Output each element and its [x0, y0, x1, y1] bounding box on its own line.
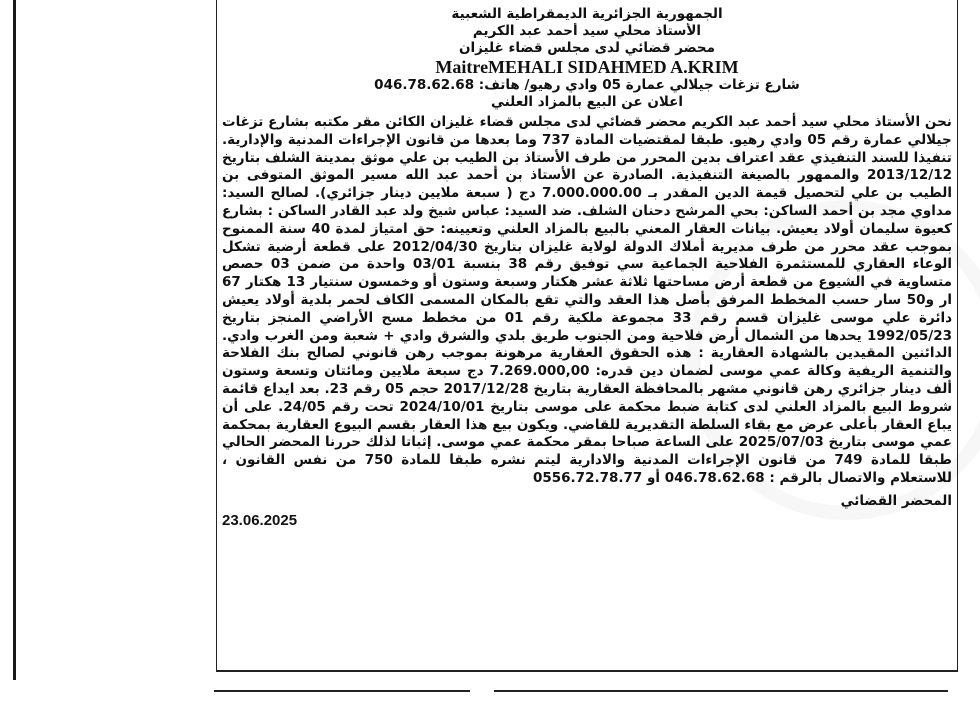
body-line: العقارية مرهونة بموجب رهن قانوني لصالح بنك الفلاحة والتنمية الريفية وكالة عمي موسى لضمان دين قدره:: [222, 345, 952, 380]
body-line: أحمد الساكن: بحي المرشح دحنان الشلف. ضد السيد: عباس شيخ ولد عبد القادر الساكن : بشارع كعيوة سليمان أولاد: [222, 202, 952, 237]
body-line: بيع هذا العقار بقسم البيوع العقارية بمحكمة عمي موسى بتاريخ 2025/07/03 على الساعة صباحا بمقر محكمة عمي: [222, 416, 953, 451]
bottom-rule-left: [214, 690, 470, 692]
body-line: 7.269.000,00 دج سبعة ملايين ومائتان وتسعة وستون ألف دينار جزائري رهن قانوني مشهر بالمحافظة العقارية: [222, 363, 952, 397]
body-line: بتاريخ 2017/12/28 حجم 05 رقم 23. بعد ايداع قائمة شروط البيع بالمزاد العلني لدى كتابة ضبط محكمة على موسى: [222, 380, 953, 415]
republic-heading: الجمهورية الجزائرية الديمقراطية الشعبية: [451, 6, 723, 22]
address-line: شارع تزغات جيلالي عمارة 05 وادي رهيو/ هاتف: 046.78.62.68: [374, 77, 800, 93]
left-column-rule: [13, 0, 16, 680]
body-line: علي لتحصيل قيمة الدين المقدر بـ 7.000.000.00 دج ( سبعة ملايين دينار جزائري). لصالح السيد: مداوي مجد بن: [222, 185, 952, 219]
auction-notice: [216, 0, 958, 672]
bottom-rule-right: [494, 690, 948, 692]
body-line: نحن الأستاذ محلي سيد أحمد عبد الكريم محضر قضائي لدى مجلس قضاء غليزان الكائن مقر مكتبه بشارع تزغات: [222, 114, 952, 130]
signature-role: المحضر القضائي: [840, 492, 952, 509]
body-line: الجنوب طريق بلدي والشرق وادي + شعبة ومن الغرب وادي. الدائنين المقيدين بالشهادة العقارية : هذه الحقوق: [222, 327, 952, 362]
notice-body: [222, 114, 952, 488]
signature-date: 23.06.2025: [222, 511, 298, 529]
body-line: طرف مديرية أملاك الدولة لولاية غليزان بتاريخ 2012/04/30 على قطعة أرضية تشكل الوعاء العقاري للمستثمرة: [222, 238, 952, 273]
bailiff-title: الأستاذ محلي سيد أحمد عبد الكريم: [472, 23, 702, 39]
body-line: بتاريخ 2024/10/01 تحت رقم 24/05. على أن يباع العقار بأعلى عرض مع بقاء السلطة التقديرية للقاضي. ويكون: [222, 398, 952, 433]
body-line: تنفيذا للسند التنفيذي عقد اعتراف بدين المحرر من طرف الأستاذ بن الطيب بن علي موثق بمدينة الشلف بتاريخ: [222, 149, 952, 166]
body-line: مجموعة ملكية رقم 01 من مخطط مسح الأراضي المنجز بتاريخ 1992/05/23 يحدها من الشمال أرض فلاحية ومن: [222, 309, 952, 344]
body-line: 750 من نفس القانون ، للاستعلام والاتصال بالرقم : 046.78.62.68 أو 0556.72.78.77: [222, 452, 952, 486]
body-line: الفلاحية الجماعية سي توفيق رقم 38 بنسبة 03/01 واحدة من ضمن 03 حصص متساوية في الشيوع من قطعة أرض: [222, 256, 952, 291]
notice-title: اعلان عن البيع بالمزاد العلني: [491, 94, 683, 110]
body-line: جيلالي عمارة رقم 05 وادي رهيو. طبقا لمقتضيات المادة 737 وما بعدها من قانون الإجراءات المدنية والإدارية.: [222, 131, 952, 148]
latin-name: MaitreMEHALI SIDAHMED A.KRIM: [435, 57, 739, 77]
body-line: 2013/12/12 والممهور بالصيغة التنفيذية. الصادرة عن الأستاذ بن أحمد عبد الله مسير الموثق المتوفى بن الطيب بن: [222, 167, 953, 202]
body-line: موسى. إثباتا لذلك حررنا المحضر الحالي طبقا للمادة 749 من قانون الإجراءات المدنية والادارية ليتم نشره طبقا للمادة: [222, 434, 953, 469]
body-line: يعيش. بيانات العقار المعني بالبيع بالمزاد العلني وتعيينه: حق امتياز لمدة 40 سنة الممنوح بموجب عقد محرر من: [222, 220, 953, 255]
notice-header: [222, 6, 952, 111]
body-line: مساحتها ثلاثة عشر هكتار وسبعة وستون أو وخمسون سنتيار 13 هكتار 67 ار و50 سار حسب المخطط المرفق: [222, 274, 952, 308]
body-line: بأصل هذا العقد والتي تقع بالمكان المسمى الكاف لحمر بلدية أولاد يعيش دائرة علي موسى غليزان قسم رقم 33: [222, 291, 952, 326]
office-line: محضر قضائي لدى مجلس قضاء غليزان: [458, 40, 716, 56]
